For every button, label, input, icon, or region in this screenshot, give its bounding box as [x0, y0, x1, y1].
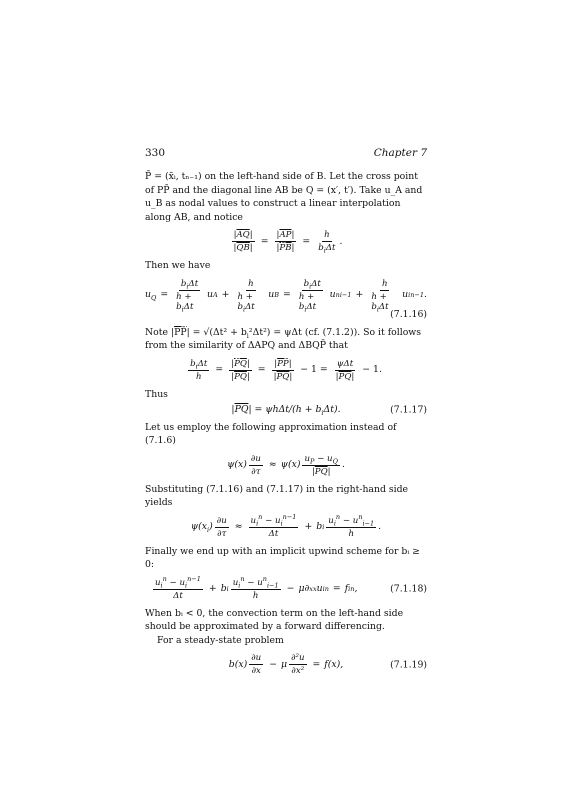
equation-7-1-19: b(x) $\frac{\partial u}{\partial x}$ − μ $\frac{\text{∂²u}}{\text{∂x²}}$ = f(x), (7.1.19) [228, 653, 427, 676]
equation-7-1-17: $|\overline{PQ}| = \psi h\Delta t/(h + b_i\Delta t)$. (7.1.17) [231, 404, 427, 417]
paragraph-8: When bᵢ < 0, the convection term on the left-hand side should be approximated by a forward differencing. [145, 607, 404, 632]
equation-number: (7.1.16) [390, 309, 427, 320]
equation-number: (7.1.19) [390, 658, 427, 670]
paragraph-4: Thus [145, 388, 168, 400]
equation-similarity: $\frac{b_i\Delta t}{h}$ = $\frac{|P̄Q|}{|\overline{PQ}|}$ = $\frac{|PP̄|}{|\overline{PQ}|}$ − 1 = $\frac{\text{ψΔt}}{|\overline{PQ}|}$ − 1. [190, 358, 382, 382]
page-body [145, 170, 427, 682]
equation-7-1-16: $u_Q$ = $\frac{b_i\Delta t}{h + b_i\Delta t}$ u A + $\frac{h}{h + b_i\Delta t}$ u B = $\frac{b_i\Delta t}{h + b_i\Delta t}$ u n i−1 + $\frac{h}{h + b_i\Delta t}$ u i n−1 . (7.1.16) [145, 278, 427, 320]
paragraph-6: Substituting (7.1.16) and (7.1.17) in the right-hand side yields [145, 483, 409, 508]
paragraph-3: Note |PP̄| = $√(\Delta t^2 + b_i^2\Delta t^2) = \psi\Delta t$ (cf. (7.1.2)). So it follows from the similarity of ΔAPQ and ΔBQP̄ that [145, 326, 422, 351]
equation-number: (7.1.17) [390, 404, 427, 415]
equation-approximation: ψ(x) $\frac{\partial u}{\partial\tau}$ ≈ ψ(x) $\frac{u_P - u_Q}{|\overline{PQ}|}$ . [227, 453, 345, 477]
equation-number: (7.1.18) [390, 583, 427, 595]
paragraph-2: Then we have [145, 260, 211, 271]
paragraph-7: Finally we end up with an implicit upwind scheme for bᵢ ≥ 0: [145, 545, 420, 570]
equation-substitution: $\psi(x_i)$ $\frac{\partial u}{\partial\tau}$ ≈ $\frac{u_i^n - u_i^{n-1}}{\Delta t}$ + b i $\frac{u_i^n - u^n_{i-1}}{h}$ . [190, 512, 382, 539]
paragraph-9: For a steady-state problem [157, 634, 284, 646]
page-number: 330 [145, 147, 166, 159]
equation-ratio: $\frac{|\overline{AQ}|}{|\overline{QB}|}$ = $\frac{|\overline{AP}|}{|P̄B|}$ = $\frac{h}{b_i\Delta t}$ . [233, 230, 343, 255]
paragraph-5: Let us employ the following approximation instead of (7.1.6) [145, 421, 397, 446]
equation-7-1-18: $\frac{u_i^n - u_i^{n-1}}{\Delta t}$ + b i $\frac{u_i^n - u^n_{i-1}}{h}$ − μ∂ xx u i n = f i n , (7.1.18) [155, 574, 427, 601]
chapter-title: Chapter 7 [373, 147, 427, 159]
paragraph-1: P̄ = (x̄ᵢ, tₙ₋₁) on the left-hand side of B. Let the cross point of PP̄ and the diagonal line AB be Q = (x′, t′). Take u_A and u_B as nodal values to construct a linear interpolation along AB, and notice [145, 171, 423, 223]
page-header [145, 147, 427, 161]
